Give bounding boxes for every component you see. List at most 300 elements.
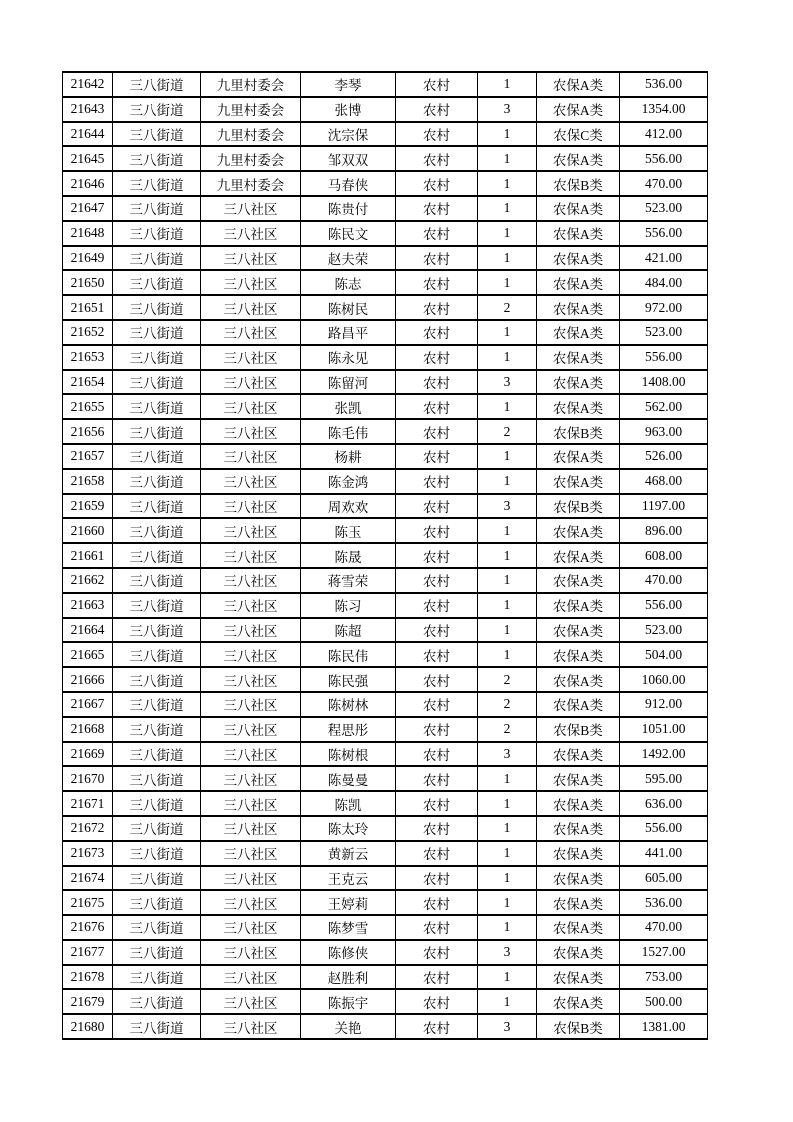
cell-amount: 536.00 xyxy=(620,72,708,97)
cell-amount: 500.00 xyxy=(620,989,708,1014)
cell-record-id: 21650 xyxy=(63,270,113,295)
cell-insurance-category: 农保A类 xyxy=(537,97,620,122)
cell-resident-type: 农村 xyxy=(396,816,478,841)
cell-person-count: 1 xyxy=(478,469,537,494)
cell-insurance-category: 农保A类 xyxy=(537,915,620,940)
cell-amount: 470.00 xyxy=(620,915,708,940)
cell-amount: 912.00 xyxy=(620,692,708,717)
cell-street: 三八街道 xyxy=(113,97,201,122)
cell-village: 三八社区 xyxy=(201,618,301,643)
cell-insurance-category: 农保C类 xyxy=(537,122,620,147)
cell-person-name: 陈梦雪 xyxy=(301,915,396,940)
cell-person-count: 2 xyxy=(478,419,537,444)
cell-person-name: 陈振宇 xyxy=(301,989,396,1014)
cell-insurance-category: 农保A类 xyxy=(537,246,620,271)
cell-resident-type: 农村 xyxy=(396,766,478,791)
cell-person-count: 1 xyxy=(478,791,537,816)
cell-street: 三八街道 xyxy=(113,122,201,147)
cell-person-name: 陈毛伟 xyxy=(301,419,396,444)
cell-record-id: 21665 xyxy=(63,642,113,667)
cell-person-count: 1 xyxy=(478,345,537,370)
cell-person-count: 3 xyxy=(478,494,537,519)
table-row xyxy=(63,97,708,122)
cell-village: 三八社区 xyxy=(201,345,301,370)
cell-person-name: 陈晟 xyxy=(301,543,396,568)
cell-insurance-category: 农保A类 xyxy=(537,196,620,221)
cell-person-name: 路昌平 xyxy=(301,320,396,345)
cell-record-id: 21680 xyxy=(63,1014,113,1039)
cell-resident-type: 农村 xyxy=(396,518,478,543)
cell-record-id: 21655 xyxy=(63,394,113,419)
cell-street: 三八街道 xyxy=(113,246,201,271)
cell-insurance-category: 农保A类 xyxy=(537,270,620,295)
table-row xyxy=(63,171,708,196)
cell-person-count: 1 xyxy=(478,320,537,345)
cell-street: 三八街道 xyxy=(113,667,201,692)
cell-insurance-category: 农保A类 xyxy=(537,890,620,915)
cell-village: 三八社区 xyxy=(201,593,301,618)
cell-insurance-category: 农保A类 xyxy=(537,742,620,767)
cell-insurance-category: 农保A类 xyxy=(537,667,620,692)
cell-insurance-category: 农保A类 xyxy=(537,444,620,469)
cell-village: 三八社区 xyxy=(201,742,301,767)
cell-insurance-category: 农保A类 xyxy=(537,295,620,320)
table-row xyxy=(63,122,708,147)
cell-person-count: 1 xyxy=(478,841,537,866)
cell-person-count: 1 xyxy=(478,171,537,196)
cell-amount: 1051.00 xyxy=(620,717,708,742)
cell-street: 三八街道 xyxy=(113,915,201,940)
cell-record-id: 21660 xyxy=(63,518,113,543)
cell-resident-type: 农村 xyxy=(396,568,478,593)
cell-insurance-category: 农保A类 xyxy=(537,841,620,866)
cell-record-id: 21649 xyxy=(63,246,113,271)
cell-person-name: 王婷莉 xyxy=(301,890,396,915)
cell-village: 三八社区 xyxy=(201,518,301,543)
cell-resident-type: 农村 xyxy=(396,345,478,370)
cell-street: 三八街道 xyxy=(113,171,201,196)
cell-person-count: 3 xyxy=(478,1014,537,1039)
cell-village: 三八社区 xyxy=(201,989,301,1014)
cell-amount: 562.00 xyxy=(620,394,708,419)
cell-person-name: 陈志 xyxy=(301,270,396,295)
cell-person-count: 1 xyxy=(478,989,537,1014)
cell-insurance-category: 农保A类 xyxy=(537,791,620,816)
cell-street: 三八街道 xyxy=(113,146,201,171)
cell-amount: 412.00 xyxy=(620,122,708,147)
cell-village: 三八社区 xyxy=(201,692,301,717)
cell-amount: 963.00 xyxy=(620,419,708,444)
cell-record-id: 21675 xyxy=(63,890,113,915)
cell-resident-type: 农村 xyxy=(396,196,478,221)
cell-street: 三八街道 xyxy=(113,890,201,915)
cell-insurance-category: 农保A类 xyxy=(537,965,620,990)
cell-person-name: 黄新云 xyxy=(301,841,396,866)
cell-insurance-category: 农保A类 xyxy=(537,866,620,891)
cell-person-name: 陈永见 xyxy=(301,345,396,370)
cell-street: 三八街道 xyxy=(113,196,201,221)
cell-person-count: 1 xyxy=(478,915,537,940)
cell-person-count: 1 xyxy=(478,965,537,990)
cell-insurance-category: 农保A类 xyxy=(537,816,620,841)
cell-amount: 523.00 xyxy=(620,196,708,221)
cell-person-name: 关艳 xyxy=(301,1014,396,1039)
cell-amount: 441.00 xyxy=(620,841,708,866)
cell-street: 三八街道 xyxy=(113,270,201,295)
cell-insurance-category: 农保A类 xyxy=(537,518,620,543)
cell-amount: 556.00 xyxy=(620,345,708,370)
cell-street: 三八街道 xyxy=(113,494,201,519)
cell-amount: 526.00 xyxy=(620,444,708,469)
cell-insurance-category: 农保B类 xyxy=(537,419,620,444)
cell-amount: 605.00 xyxy=(620,866,708,891)
cell-amount: 470.00 xyxy=(620,171,708,196)
cell-resident-type: 农村 xyxy=(396,494,478,519)
cell-person-name: 陈树林 xyxy=(301,692,396,717)
cell-village: 三八社区 xyxy=(201,717,301,742)
cell-record-id: 21642 xyxy=(63,72,113,97)
cell-person-name: 陈凯 xyxy=(301,791,396,816)
table-row xyxy=(63,667,708,692)
cell-person-name: 陈民强 xyxy=(301,667,396,692)
table-row xyxy=(63,295,708,320)
cell-record-id: 21647 xyxy=(63,196,113,221)
cell-person-count: 1 xyxy=(478,146,537,171)
cell-person-count: 1 xyxy=(478,518,537,543)
cell-person-count: 1 xyxy=(478,270,537,295)
cell-record-id: 21668 xyxy=(63,717,113,742)
cell-insurance-category: 农保A类 xyxy=(537,593,620,618)
cell-record-id: 21673 xyxy=(63,841,113,866)
table-row xyxy=(63,940,708,965)
cell-street: 三八街道 xyxy=(113,1014,201,1039)
cell-amount: 595.00 xyxy=(620,766,708,791)
cell-record-id: 21656 xyxy=(63,419,113,444)
cell-street: 三八街道 xyxy=(113,618,201,643)
cell-insurance-category: 农保B类 xyxy=(537,1014,620,1039)
cell-insurance-category: 农保A类 xyxy=(537,469,620,494)
cell-insurance-category: 农保A类 xyxy=(537,221,620,246)
cell-resident-type: 农村 xyxy=(396,989,478,1014)
cell-village: 三八社区 xyxy=(201,866,301,891)
cell-record-id: 21662 xyxy=(63,568,113,593)
table-row xyxy=(63,221,708,246)
cell-person-count: 2 xyxy=(478,717,537,742)
cell-street: 三八街道 xyxy=(113,394,201,419)
cell-amount: 556.00 xyxy=(620,146,708,171)
cell-insurance-category: 农保A类 xyxy=(537,72,620,97)
cell-insurance-category: 农保A类 xyxy=(537,568,620,593)
cell-record-id: 21671 xyxy=(63,791,113,816)
cell-village: 三八社区 xyxy=(201,221,301,246)
cell-village: 三八社区 xyxy=(201,642,301,667)
cell-person-name: 陈树民 xyxy=(301,295,396,320)
cell-person-count: 1 xyxy=(478,816,537,841)
cell-person-name: 陈太玲 xyxy=(301,816,396,841)
cell-street: 三八街道 xyxy=(113,345,201,370)
table-row xyxy=(63,742,708,767)
cell-record-id: 21663 xyxy=(63,593,113,618)
cell-village: 三八社区 xyxy=(201,543,301,568)
cell-record-id: 21672 xyxy=(63,816,113,841)
cell-person-count: 1 xyxy=(478,568,537,593)
table-row xyxy=(63,568,708,593)
cell-village: 三八社区 xyxy=(201,394,301,419)
cell-amount: 1527.00 xyxy=(620,940,708,965)
table-row xyxy=(63,766,708,791)
cell-person-count: 1 xyxy=(478,766,537,791)
cell-amount: 556.00 xyxy=(620,593,708,618)
table-row xyxy=(63,816,708,841)
cell-street: 三八街道 xyxy=(113,965,201,990)
table-row xyxy=(63,989,708,1014)
cell-street: 三八街道 xyxy=(113,642,201,667)
cell-person-count: 1 xyxy=(478,890,537,915)
cell-insurance-category: 农保A类 xyxy=(537,146,620,171)
cell-record-id: 21646 xyxy=(63,171,113,196)
cell-person-count: 1 xyxy=(478,394,537,419)
cell-resident-type: 农村 xyxy=(396,72,478,97)
cell-person-count: 1 xyxy=(478,866,537,891)
cell-record-id: 21674 xyxy=(63,866,113,891)
cell-person-name: 周欢欢 xyxy=(301,494,396,519)
cell-amount: 753.00 xyxy=(620,965,708,990)
cell-person-name: 陈留河 xyxy=(301,370,396,395)
cell-resident-type: 农村 xyxy=(396,642,478,667)
cell-village: 三八社区 xyxy=(201,196,301,221)
cell-street: 三八街道 xyxy=(113,221,201,246)
cell-village: 三八社区 xyxy=(201,246,301,271)
cell-street: 三八街道 xyxy=(113,568,201,593)
cell-person-count: 1 xyxy=(478,221,537,246)
cell-insurance-category: 农保A类 xyxy=(537,642,620,667)
cell-insurance-category: 农保A类 xyxy=(537,345,620,370)
table-row xyxy=(63,866,708,891)
cell-person-count: 1 xyxy=(478,246,537,271)
cell-person-name: 赵胜利 xyxy=(301,965,396,990)
cell-village: 三八社区 xyxy=(201,568,301,593)
cell-amount: 1381.00 xyxy=(620,1014,708,1039)
table-row xyxy=(63,518,708,543)
cell-record-id: 21676 xyxy=(63,915,113,940)
cell-insurance-category: 农保A类 xyxy=(537,370,620,395)
cell-record-id: 21669 xyxy=(63,742,113,767)
cell-resident-type: 农村 xyxy=(396,122,478,147)
table-row xyxy=(63,494,708,519)
cell-person-name: 王克云 xyxy=(301,866,396,891)
cell-resident-type: 农村 xyxy=(396,717,478,742)
table-row xyxy=(63,593,708,618)
cell-village: 九里村委会 xyxy=(201,146,301,171)
cell-street: 三八街道 xyxy=(113,543,201,568)
cell-person-name: 程思彤 xyxy=(301,717,396,742)
cell-record-id: 21654 xyxy=(63,370,113,395)
cell-street: 三八街道 xyxy=(113,419,201,444)
cell-person-count: 1 xyxy=(478,618,537,643)
cell-resident-type: 农村 xyxy=(396,543,478,568)
cell-person-name: 蒋雪荣 xyxy=(301,568,396,593)
cell-street: 三八街道 xyxy=(113,866,201,891)
cell-village: 三八社区 xyxy=(201,469,301,494)
cell-village: 三八社区 xyxy=(201,1014,301,1039)
cell-resident-type: 农村 xyxy=(396,221,478,246)
cell-record-id: 21653 xyxy=(63,345,113,370)
cell-resident-type: 农村 xyxy=(396,295,478,320)
cell-village: 三八社区 xyxy=(201,791,301,816)
cell-amount: 484.00 xyxy=(620,270,708,295)
cell-resident-type: 农村 xyxy=(396,97,478,122)
table-row xyxy=(63,469,708,494)
cell-street: 三八街道 xyxy=(113,841,201,866)
cell-resident-type: 农村 xyxy=(396,469,478,494)
cell-village: 三八社区 xyxy=(201,370,301,395)
table-row xyxy=(63,394,708,419)
table-row xyxy=(63,965,708,990)
table-row xyxy=(63,618,708,643)
cell-person-count: 1 xyxy=(478,72,537,97)
cell-amount: 421.00 xyxy=(620,246,708,271)
table-row xyxy=(63,543,708,568)
cell-street: 三八街道 xyxy=(113,444,201,469)
cell-record-id: 21670 xyxy=(63,766,113,791)
cell-record-id: 21643 xyxy=(63,97,113,122)
cell-resident-type: 农村 xyxy=(396,171,478,196)
cell-insurance-category: 农保A类 xyxy=(537,618,620,643)
table-row xyxy=(63,890,708,915)
cell-resident-type: 农村 xyxy=(396,1014,478,1039)
table-row xyxy=(63,370,708,395)
cell-street: 三八街道 xyxy=(113,593,201,618)
cell-amount: 556.00 xyxy=(620,816,708,841)
cell-record-id: 21658 xyxy=(63,469,113,494)
cell-person-name: 马春侠 xyxy=(301,171,396,196)
cell-village: 三八社区 xyxy=(201,940,301,965)
cell-street: 三八街道 xyxy=(113,742,201,767)
table-row xyxy=(63,791,708,816)
cell-record-id: 21657 xyxy=(63,444,113,469)
cell-amount: 1354.00 xyxy=(620,97,708,122)
cell-person-name: 陈民文 xyxy=(301,221,396,246)
table-row xyxy=(63,444,708,469)
table-row xyxy=(63,345,708,370)
cell-village: 三八社区 xyxy=(201,270,301,295)
cell-person-count: 3 xyxy=(478,742,537,767)
cell-street: 三八街道 xyxy=(113,469,201,494)
cell-record-id: 21661 xyxy=(63,543,113,568)
cell-street: 三八街道 xyxy=(113,717,201,742)
cell-insurance-category: 农保A类 xyxy=(537,692,620,717)
cell-insurance-category: 农保A类 xyxy=(537,394,620,419)
cell-resident-type: 农村 xyxy=(396,940,478,965)
cell-record-id: 21667 xyxy=(63,692,113,717)
cell-person-name: 陈习 xyxy=(301,593,396,618)
cell-person-name: 杨耕 xyxy=(301,444,396,469)
cell-record-id: 21678 xyxy=(63,965,113,990)
cell-amount: 556.00 xyxy=(620,221,708,246)
cell-record-id: 21652 xyxy=(63,320,113,345)
cell-insurance-category: 农保A类 xyxy=(537,989,620,1014)
table-row xyxy=(63,841,708,866)
table-row xyxy=(63,419,708,444)
cell-person-name: 陈民伟 xyxy=(301,642,396,667)
cell-street: 三八街道 xyxy=(113,766,201,791)
payment-table xyxy=(62,71,708,1040)
cell-village: 三八社区 xyxy=(201,841,301,866)
cell-village: 三八社区 xyxy=(201,444,301,469)
cell-resident-type: 农村 xyxy=(396,146,478,171)
cell-resident-type: 农村 xyxy=(396,320,478,345)
cell-amount: 608.00 xyxy=(620,543,708,568)
cell-record-id: 21651 xyxy=(63,295,113,320)
cell-person-count: 1 xyxy=(478,122,537,147)
table-row xyxy=(63,72,708,97)
cell-person-name: 邹双双 xyxy=(301,146,396,171)
cell-street: 三八街道 xyxy=(113,940,201,965)
cell-amount: 972.00 xyxy=(620,295,708,320)
cell-village: 三八社区 xyxy=(201,667,301,692)
cell-person-count: 1 xyxy=(478,196,537,221)
cell-person-count: 2 xyxy=(478,667,537,692)
cell-street: 三八街道 xyxy=(113,989,201,1014)
cell-amount: 523.00 xyxy=(620,618,708,643)
cell-resident-type: 农村 xyxy=(396,593,478,618)
cell-street: 三八街道 xyxy=(113,692,201,717)
cell-amount: 1408.00 xyxy=(620,370,708,395)
cell-street: 三八街道 xyxy=(113,320,201,345)
cell-person-name: 沈宗保 xyxy=(301,122,396,147)
cell-person-name: 陈金鸿 xyxy=(301,469,396,494)
cell-resident-type: 农村 xyxy=(396,890,478,915)
cell-street: 三八街道 xyxy=(113,370,201,395)
cell-record-id: 21644 xyxy=(63,122,113,147)
cell-insurance-category: 农保A类 xyxy=(537,940,620,965)
cell-street: 三八街道 xyxy=(113,295,201,320)
cell-person-name: 陈超 xyxy=(301,618,396,643)
cell-person-name: 陈曼曼 xyxy=(301,766,396,791)
cell-amount: 896.00 xyxy=(620,518,708,543)
cell-village: 三八社区 xyxy=(201,890,301,915)
cell-street: 三八街道 xyxy=(113,518,201,543)
cell-street: 三八街道 xyxy=(113,72,201,97)
cell-person-count: 1 xyxy=(478,444,537,469)
cell-resident-type: 农村 xyxy=(396,246,478,271)
cell-village: 三八社区 xyxy=(201,320,301,345)
cell-person-count: 3 xyxy=(478,97,537,122)
cell-village: 三八社区 xyxy=(201,965,301,990)
cell-person-name: 赵夫荣 xyxy=(301,246,396,271)
cell-insurance-category: 农保A类 xyxy=(537,543,620,568)
cell-village: 九里村委会 xyxy=(201,72,301,97)
cell-amount: 504.00 xyxy=(620,642,708,667)
table-row xyxy=(63,717,708,742)
cell-resident-type: 农村 xyxy=(396,866,478,891)
cell-person-count: 2 xyxy=(478,295,537,320)
cell-amount: 470.00 xyxy=(620,568,708,593)
cell-resident-type: 农村 xyxy=(396,419,478,444)
cell-amount: 1492.00 xyxy=(620,742,708,767)
cell-resident-type: 农村 xyxy=(396,370,478,395)
cell-resident-type: 农村 xyxy=(396,618,478,643)
cell-village: 三八社区 xyxy=(201,816,301,841)
cell-person-name: 陈玉 xyxy=(301,518,396,543)
cell-record-id: 21679 xyxy=(63,989,113,1014)
cell-insurance-category: 农保B类 xyxy=(537,494,620,519)
cell-insurance-category: 农保A类 xyxy=(537,766,620,791)
cell-record-id: 21659 xyxy=(63,494,113,519)
cell-person-count: 2 xyxy=(478,692,537,717)
cell-person-name: 陈树根 xyxy=(301,742,396,767)
cell-person-name: 张凯 xyxy=(301,394,396,419)
